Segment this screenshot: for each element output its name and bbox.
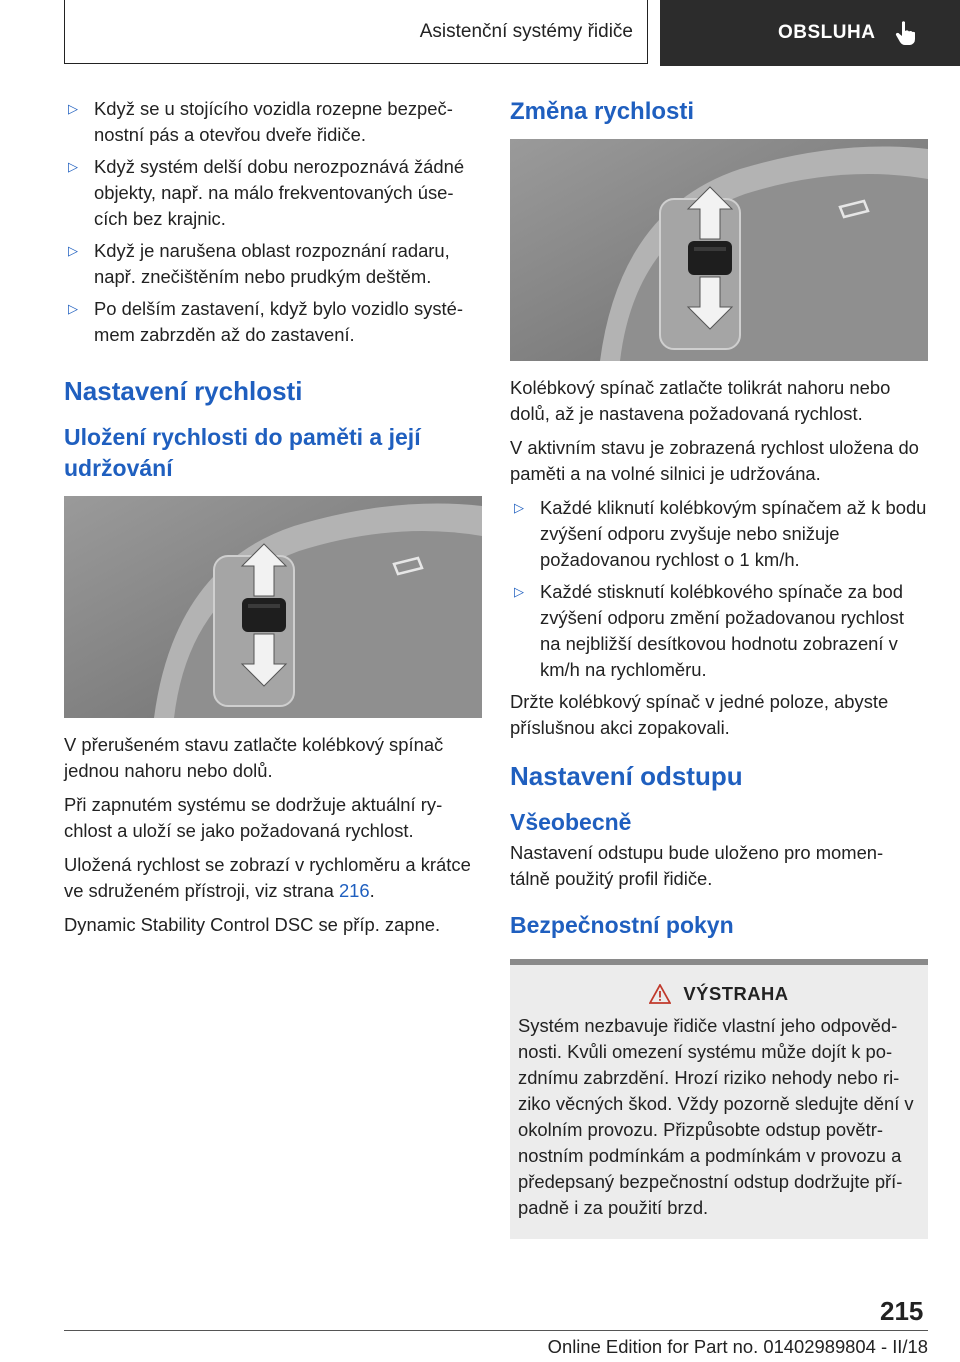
hand-pointer-icon xyxy=(895,20,917,46)
section-title: Asistenční systémy řidiče xyxy=(419,20,633,42)
paragraph: V přerušeném stavu zatlačte kolébkový spínač jednou nahoru nebo dolů. xyxy=(64,734,444,781)
subheading-change-speed: Změna rychlosti xyxy=(510,98,695,125)
list-item: ▷ Když se u stojícího vozidla rozepne bezpeč‐ nostní pás a otevřou dveře řidiče. xyxy=(68,98,453,145)
page-reference-link[interactable]: 216 xyxy=(338,880,370,901)
paragraph: Nastavení odstupu bude uloženo pro momen‐ tálně použitý profil řidiče. xyxy=(510,842,884,889)
header-section-title xyxy=(64,0,648,64)
list-item: ▷ Každé stisknutí kolébkového spínače za bod zvýšení odporu změní požadovanou rychlost na nejbližší desítkovou hodnotu zobrazení v km/h na rychloměru. xyxy=(514,581,904,680)
footer-divider xyxy=(64,1330,928,1331)
paragraph-with-reference: Uložená rychlost se zobrazí v rychloměru a krátce ve sdruženém přístroji, viz strana 216. xyxy=(64,854,471,901)
triangle-bullet-icon: ▷ xyxy=(514,584,524,599)
paragraph: V aktivním stavu je zobrazená rychlost uložena do paměti a na volné silnici je udržována. xyxy=(510,437,919,484)
warning-title: VÝSTRAHA xyxy=(683,983,789,1004)
list-item: ▷ Po delším zastavení, když bylo vozidlo systé‐ mem zabrzděn až do zastavení. xyxy=(68,298,463,345)
section-heading-distance: Nastavení odstupu xyxy=(510,761,743,791)
triangle-bullet-icon: ▷ xyxy=(514,500,524,515)
header-chapter-tab xyxy=(660,0,960,66)
condition-list xyxy=(64,96,482,348)
steering-rocker-figure-2 xyxy=(510,139,928,361)
list-item: ▷ Každé kliknutí kolébkovým spínačem až k bodu zvýšení odporu zvyšuje nebo snižuje požadovanou rychlost o 1 km/h. xyxy=(514,497,927,570)
right-column xyxy=(510,96,928,1239)
speed-change-list xyxy=(510,495,928,683)
subheading-store-speed: Uložení rychlosti do paměti a její udržování xyxy=(64,424,421,481)
list-item: ▷ Když systém delší dobu nerozpoznává žádné objekty, např. na málo frekventovaných úse‐ cích bez krajnic. xyxy=(68,156,465,229)
paragraph: Dynamic Stability Control DSC se příp. zapne. xyxy=(64,914,441,935)
triangle-bullet-icon: ▷ xyxy=(68,301,78,316)
page-number: 215 xyxy=(880,1296,924,1326)
rocker-switch-illustration xyxy=(510,139,928,361)
warning-header xyxy=(518,983,920,1005)
paragraph: Kolébkový spínač zatlačte tolikrát nahoru nebo dolů, až je nastavena požadovaná rychlost. xyxy=(510,377,891,424)
triangle-bullet-icon: ▷ xyxy=(68,101,78,116)
edition-note: Online Edition for Part no. 01402989804 - II/18 xyxy=(547,1336,928,1357)
section-heading-speed: Nastavení rychlosti xyxy=(64,376,303,406)
chapter-title: OBSLUHA xyxy=(778,22,876,43)
warning-triangle-icon xyxy=(649,984,671,1004)
paragraph: Držte kolébkový spínač v jedné poloze, abyste příslušnou akci zopakovali. xyxy=(510,691,889,738)
list-item: ▷ Když je narušena oblast rozpoznání radaru, např. znečištěním nebo prudkým deštěm. xyxy=(68,240,450,287)
warning-text: Systém nezbavuje řidiče vlastní jeho odpověd‐ nosti. Kvůli omezení systému může dojít k po‐ zdnímu zabrzdění. Hrozí riziko nehody nebo ri‐ ziko věcných škod. Vždy pozorně sledujte dění v okolním provozu. Přizpůsobte odstup povětr‐ nostním podmínkám a podmínkám v provozu a předepsaný bezpečnostní odstup dodržujte pří‐ padně i za použití brzd. xyxy=(518,1015,914,1218)
paragraph: Při zapnutém systému se dodržuje aktuální ry‐ chlost a uloží se jako požadovaná rychlost. xyxy=(64,794,443,841)
subheading-safety-note: Bezpečnostní pokyn xyxy=(510,912,734,938)
triangle-bullet-icon: ▷ xyxy=(68,159,78,174)
rocker-switch-illustration xyxy=(64,496,482,718)
subheading-general: Všeobecně xyxy=(510,809,632,835)
left-column xyxy=(64,96,482,946)
steering-rocker-figure xyxy=(64,496,482,718)
warning-box xyxy=(510,959,928,1239)
triangle-bullet-icon: ▷ xyxy=(68,243,78,258)
